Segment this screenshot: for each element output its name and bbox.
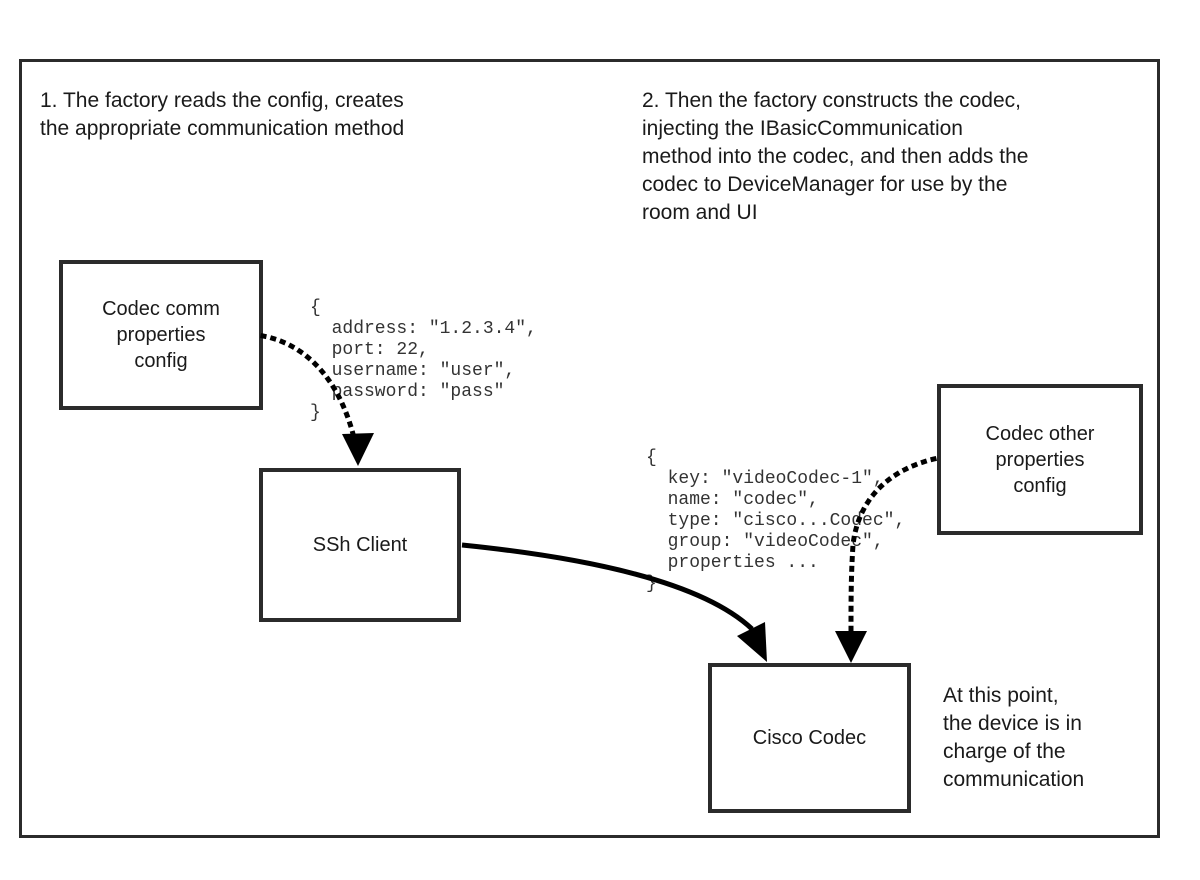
ssh-client-label: SSh Client bbox=[312, 534, 408, 556]
cisco-codec-box bbox=[708, 663, 911, 813]
codec-properties-code: { key: "videoCodec-1", name: "codec", type: "cisco...Codec", group: "videoCodec", properties ... } bbox=[646, 448, 906, 594]
codec-comm-config-box bbox=[59, 260, 263, 410]
codec-comm-config-label: Codec comm properties config bbox=[102, 298, 220, 372]
note-step-1: 1. The factory reads the config, creates the appropriate communication method bbox=[40, 89, 405, 140]
cisco-codec-label: Cisco Codec bbox=[752, 727, 867, 749]
codec-other-config-box bbox=[937, 384, 1143, 535]
ssh-client-box bbox=[259, 468, 461, 622]
note-step-2: 2. Then the factory constructs the codec, injecting the IBasicCommunication method into the codec, and then adds the codec to DeviceManager for use by the room and UI bbox=[642, 89, 1029, 224]
codec-other-config-label: Codec other properties config bbox=[985, 422, 1095, 497]
comm-properties-code: { address: "1.2.3.4", port: 22, username: "user", password: "pass" } bbox=[310, 298, 537, 423]
device-in-charge-note: At this point, the device is in charge of the communication bbox=[943, 684, 1085, 791]
